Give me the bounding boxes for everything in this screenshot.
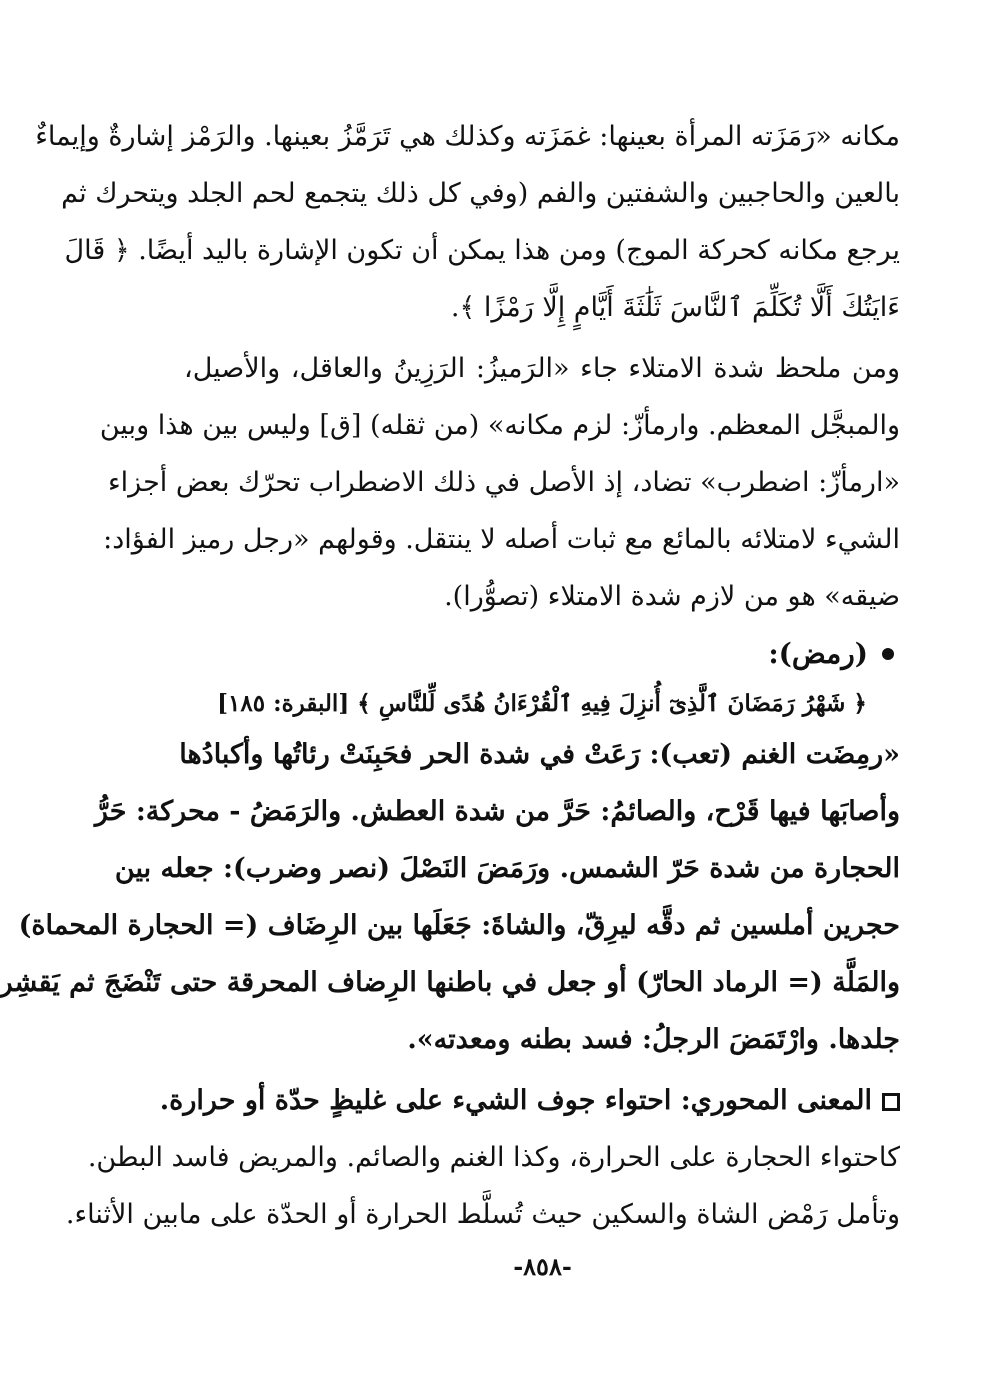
text-line: «رمِضَت الغنم (تعب): رَعَتْ في شدة الحر فحَبِنَتْ رئاتُها وأكبادُها <box>179 739 900 770</box>
text-line: وأصابَها فيها قَرْح، والصائمُ: حَرَّ من شدة العطش. والرَمَضُ - محركة: حَرُّ <box>94 796 900 827</box>
text-line: يرجع مكانه كحركة الموج) ومن هذا يمكن أن تكون الإشارة باليد أيضًا. ﴿ قَالَ <box>64 235 900 266</box>
page-number: -٨٥٨- <box>513 1252 572 1281</box>
text-line: والمبجَّل المعظم. وارمأزّ: لزم مكانه» (من ثقله) [ق] وليس بين هذا وبين <box>99 410 900 441</box>
square-marker-icon <box>882 1093 900 1111</box>
paragraph-ramiz-fullness <box>99 340 900 625</box>
text-line: الشيء لامتلائه بالمائع مع ثبات أصله لا ينتقل. وقولهم «رجل رميز الفؤاد: <box>103 524 900 555</box>
section-heading-text: (رمض): <box>768 637 868 670</box>
text-line: مكانه «رَمَزَته المرأة بعينها: غمَزَته وكذلك هي تَرَمَّزُ بعينها. والرَمْز إشارةٌ وإيماءٌ <box>35 121 900 152</box>
paragraph-ramz-gesture <box>35 108 900 336</box>
page-body <box>0 108 900 1243</box>
text-line: ءَايَتُكَ أَلَّا تُكَلِّمَ ٱلنَّاسَ ثَلَٰثَةَ أَيَّامٍ إِلَّا رَمْزًا ﴾. <box>450 292 900 323</box>
text-line: بالعين والحاجبين والشفتين والفم (وفي كل ذلك يتجمع لحم الجلد ويتحرك ثم <box>61 178 900 209</box>
text-line: والمَلَّة (= الرماد الحارّ) أو جعل في باطنها الرِضاف المحرقة حتى تَنْضَجَ ثم يَقشِر <box>0 967 900 998</box>
text-line: ضيقه» هو من لازم شدة الامتلاء (تصوُّرا). <box>444 581 900 612</box>
section-heading <box>184 625 900 682</box>
paragraph-ramad-definition <box>0 726 900 1068</box>
text-line: كاحتواء الحجارة على الحرارة، وكذا الغنم والصائم. والمريض فاسد البطن. <box>87 1142 900 1173</box>
core-meaning-line <box>159 1072 900 1129</box>
core-meaning-text: المعنى المحوري: احتواء جوف الشيء على غليظٍ حدّة أو حرارة. <box>159 1085 872 1116</box>
text-line: وتأمل رَمْض الشاة والسكين حيث تُسلَّط الحرارة أو الحدّة على مابين الأثناء. <box>65 1199 900 1230</box>
bullet-icon <box>882 648 894 660</box>
quran-verse: ﴿ شَهْرُ رَمَضَانَ ٱلَّذِىٓ أُنزِلَ فِيهِ ٱلْقُرْءَانُ هُدًى لِّلنَّاسِ ﴾ [البقرة: ١٨٥] <box>217 690 867 717</box>
paragraph-core-meaning <box>65 1072 900 1243</box>
text-line: «ارمأزّ: اضطرب» تضاد، إذ الأصل في ذلك الاضطراب تحرّك بعض أجزاء <box>107 467 900 498</box>
text-line: ومن ملحظ شدة الامتلاء جاء «الرَميزُ: الرَزِينُ والعاقل، والأصيل، <box>184 353 900 384</box>
text-line: حجرين أملسين ثم دقَّه ليرِقّ، والشاةَ: جَعَلَها بين الرِضَاف (= الحجارة المحماة) <box>18 910 900 941</box>
text-line: الحجارة من شدة حَرّ الشمس. ورَمَضَ النَصْلَ (نصر وضرب): جعله بين <box>114 853 900 884</box>
text-line: جلدها. وارْتَمَضَ الرجلُ: فسد بطنه ومعدته». <box>407 1024 900 1055</box>
